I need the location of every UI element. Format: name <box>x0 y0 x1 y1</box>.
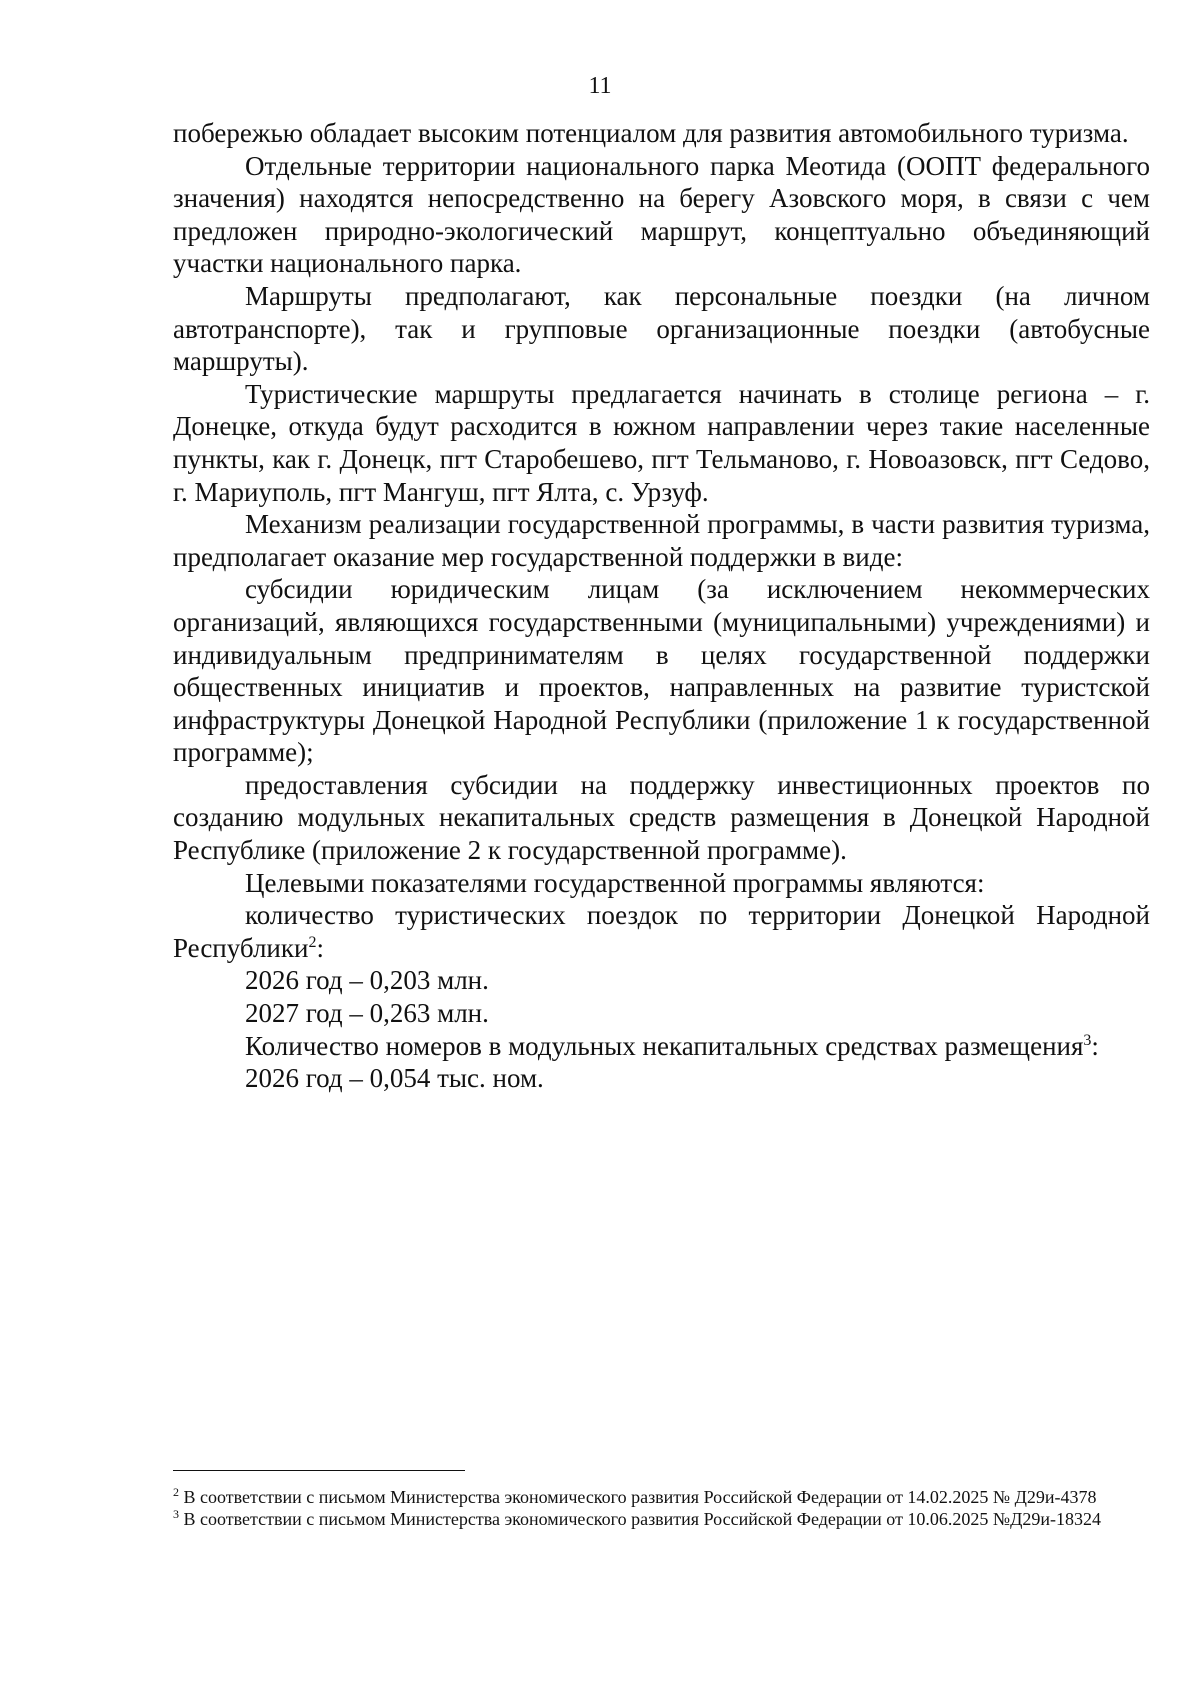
value-line: 2026 год – 0,054 тыс. ном. <box>245 1063 544 1094</box>
paragraph-continuation: побережью обладает высоким потенциалом для развития автомобильного туризма. <box>173 118 1129 148</box>
indicator-rooms-colon: : <box>1091 1030 1099 1061</box>
footnote-ref-2: 2 <box>308 933 317 951</box>
paragraph-tourist-routes: Туристические маршруты предлагается начинать в столице региона – г. Донецке, откуда будут расходится в южном направлении через такие населенные пункты, как г. Донецк, пгт Старобешево, пгт Тельманово, г. Новоазовск, пгт Седово, г. Мариуполь, пгт Мангуш, пгт Ялта, с. Урзуф. <box>173 378 1150 507</box>
page-number: 11 <box>588 73 612 99</box>
paragraph-meotida: Отдельные территории национального парка Меотида (ООПТ федерального значения) находятся непосредственно на берегу Азовского моря, в связи с чем предложен природно-экологический маршрут, концептуально объединяющий участки национального парка. <box>173 150 1150 279</box>
footnote-separator <box>173 1470 465 1471</box>
footnote-mark: 3 <box>173 1507 179 1521</box>
paragraph-subsidy-legal: субсидии юридическим лицам (за исключением некоммерческих организаций, являющихся государственными (муниципальными) учреждениями) и индивидуальным предпринимателям в целях государственной поддержки общественных инициатив и проектов, направленных на развитие туристской инфраструктуры Донецкой Народной Республики (приложение 1 к государственной программе); <box>173 574 1150 768</box>
footnote-mark: 2 <box>173 1485 179 1499</box>
indicator-rooms <box>173 1030 1150 1063</box>
paragraph-indicators-intro: Целевыми показателями государственной программы являются: <box>245 867 985 898</box>
footnote-3 <box>173 1508 1150 1530</box>
indicator-trips-colon: : <box>316 932 324 963</box>
footnote-text: В соответствии с письмом Министерства экономического развития Российской Федерации от 10.06.2025 №Д29и-18324 <box>183 1509 1102 1529</box>
paragraph-subsidy-investment: предоставления субсидии на поддержку инвестиционных проектов по созданию модульных некапитальных средств размещения в Донецкой Народной Республике (приложение 2 к государственной программе). <box>173 769 1150 866</box>
footnote-ref-3: 3 <box>1083 1031 1092 1049</box>
indicator-trips-text: количество туристических поездок по территории Донецкой Народной Республики <box>173 900 1150 963</box>
footnote-text: В соответствии с письмом Министерства экономического развития Российской Федерации от 14.02.2025 № Д29и-4378 <box>183 1487 1097 1507</box>
footnote-2 <box>173 1486 1150 1508</box>
paragraph-routes: Маршруты предполагают, как персональные поездки (на личном автотранспорте), так и групповые организационные поездки (автобусные маршруты). <box>173 280 1150 377</box>
value-line: 2027 год – 0,263 млн. <box>245 998 489 1029</box>
footnotes <box>173 1486 1150 1530</box>
paragraph-mechanism: Механизм реализации государственной программы, в части развития туризма, предполагает оказание мер государственной поддержки в виде: <box>173 509 1150 572</box>
indicator-rooms-text: Количество номеров в модульных некапитальных средствах размещения <box>245 1030 1084 1061</box>
indicator-trips <box>173 899 1150 964</box>
document-body <box>173 117 1150 1095</box>
value-line: 2026 год – 0,203 млн. <box>245 965 489 996</box>
